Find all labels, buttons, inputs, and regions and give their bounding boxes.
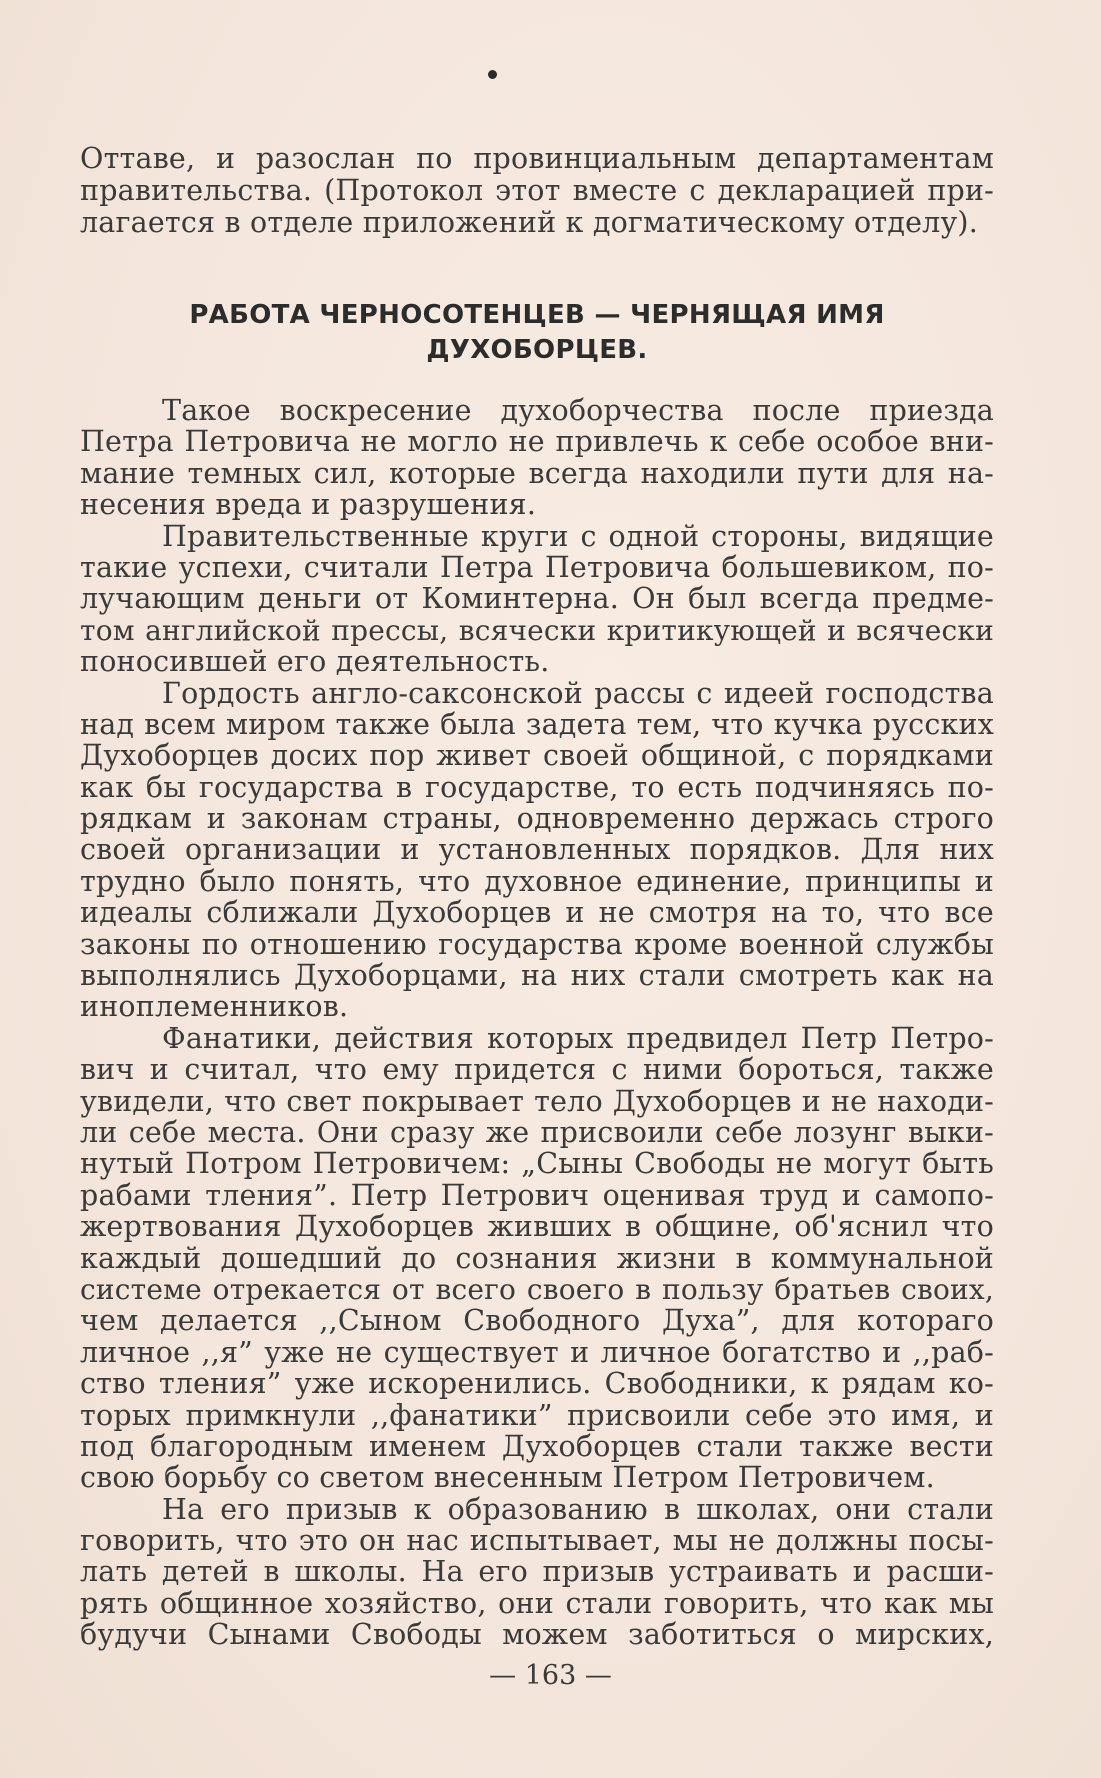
text-line: лучающим деньги от Коминтерна. Он был всегда предме- [80, 582, 994, 616]
heading-line: РАБОТА ЧЕРНОСОТЕНЦЕВ — ЧЕРНЯЩАЯ ИМЯ [189, 300, 885, 330]
text-line: том английской прессы, всячески критикующей и всячески [80, 613, 994, 647]
text-line: правительства. (Протокол этот вместе с декларацией при- [80, 174, 994, 207]
text-line: идеалы сближали Духоборцев и не смотря на то, что все [80, 896, 994, 930]
text-line: Фанатики, действия которых предвидел Петр Петро- [162, 1021, 994, 1055]
text-line: каждый дошедший до сознания жизни в коммунальной [80, 1241, 994, 1275]
text-line: законы по отношению государства кроме военной службы [80, 927, 994, 961]
text-line: рять общинное хозяйство, они стали говорить, что как мы [80, 1586, 994, 1620]
text-line: Гордость англо-саксонской рассы с идеей господства [162, 676, 994, 710]
text-line: трудно было понять, что духовное единение, принципы и [80, 864, 994, 898]
text-line: чем делается ,,Сыном Свободного Духа”, для котораго [80, 1304, 994, 1338]
text-line: нутый Потром Петровичем: „Сыны Свободы не могут быть [80, 1147, 994, 1181]
text-line: жертвования Духоборцев живших в общине, об'яснил что [80, 1210, 994, 1244]
text-line: На его призыв к образованию в школах, они стали [162, 1492, 994, 1526]
text-line: своей организации и установленных порядков. Для них [80, 833, 994, 867]
text-line: свою борьбу со светом внесенным Петром Петровичем. [80, 1461, 935, 1495]
text-line: как бы государства в государстве, то есть подчиняясь по- [80, 770, 994, 804]
body-text [80, 395, 994, 1651]
text-line: говорить, что это он нас испытывает, мы не должны посы- [80, 1524, 994, 1558]
page-number: — 163 — [489, 1660, 612, 1691]
text-line: вич и считал, что ему придется с ними бороться, также [80, 1053, 994, 1087]
text-line: Такое воскресение духоборчества после приезда [162, 394, 994, 427]
text-line: Духоборцев досих пор живет своей общиной, с порядками [80, 739, 994, 773]
text-line: иноплеменников. [80, 990, 349, 1024]
text-line: рядкам и законам страны, одновременно держась строго [80, 802, 994, 836]
text-line: увидели, что свет покрывает тело Духоборцев и не находи- [80, 1084, 994, 1118]
text-line: торых примкнули ,,фанатики” присвоили себе это имя, и [80, 1398, 994, 1432]
text-line: рабами тления”. Петр Петрович оценивая труд и самопо- [80, 1178, 994, 1212]
text-line: личное ,,я” уже не существует и личное богатство и ,,раб- [80, 1335, 994, 1369]
text-line: лагается в отделе приложений к догматическому отделу). [80, 206, 979, 239]
text-line: будучи Сынами Свободы можем заботиться о мирских, [80, 1618, 994, 1652]
text-line: выполнялись Духоборцами, на них стали смотреть как на [80, 959, 994, 993]
text-line: Оттаве, и разослан по провинциальным департаментам [80, 142, 994, 175]
text-line: поносившей его деятельность. [80, 645, 550, 679]
text-line: такие успехи, считали Петра Петровича большевиком, по- [80, 550, 994, 584]
ink-dot-mark [488, 70, 497, 79]
text-line: под благородным именем Духоборцев стали также вести [80, 1429, 994, 1463]
text-line: системе отрекается от всего своего в пользу братьев своих, [80, 1272, 994, 1306]
text-line: мание темных сил, которые всегда находили пути для на- [80, 456, 994, 490]
intro-paragraph [80, 143, 994, 239]
text-line: несения вреда и разрушения. [80, 488, 537, 522]
text-line: лать детей в школы. На его призыв устраивать и расши- [80, 1555, 994, 1589]
text-line: Правительственные круги с одной стороны, видящие [162, 519, 994, 553]
text-line: ли себе места. Они сразу же присвоили себе лозунг выки- [80, 1115, 994, 1149]
section-heading [80, 298, 994, 368]
heading-line: ДУХОБОРЦЕВ. [426, 335, 648, 365]
text-line: Петра Петровича не могло не привлечь к себе особое вни- [80, 425, 994, 459]
text-line: над всем миром также была задета тем, что кучка русских [80, 707, 994, 741]
text-line: ство тления” уже искоренились. Свободники, к рядам ко- [80, 1367, 994, 1401]
